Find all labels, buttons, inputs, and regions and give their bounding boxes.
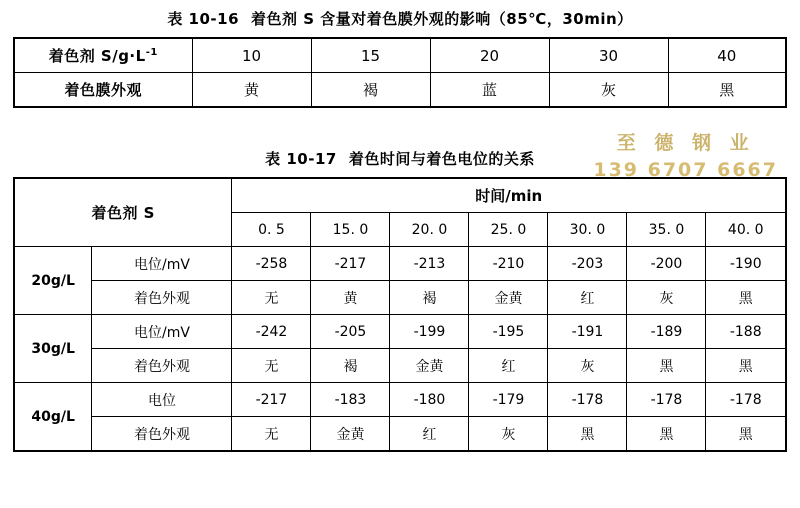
table-row (14, 38, 786, 73)
row-label-2-1: 着色外观 (92, 417, 232, 452)
cell-2-1-5: 黑 (627, 417, 706, 452)
cell-appearance-2: 蓝 (430, 73, 549, 108)
cell-1-1-4: 灰 (548, 349, 627, 383)
cell-0-0-6: -190 (706, 247, 786, 281)
group-label-1: 30g/L (14, 315, 92, 383)
cell-2-0-6: -178 (706, 383, 786, 417)
cell-0-0-3: -210 (469, 247, 548, 281)
cell-2-0-1: -183 (311, 383, 390, 417)
table-row (14, 383, 786, 417)
cell-2-1-3: 灰 (469, 417, 548, 452)
cell-0-1-5: 灰 (627, 281, 706, 315)
cell-appearance-1: 褐 (311, 73, 430, 108)
cell-0-1-0: 无 (232, 281, 311, 315)
cell-1-0-1: -205 (311, 315, 390, 349)
cell-1-0-0: -242 (232, 315, 311, 349)
time-tick-4: 30. 0 (548, 213, 627, 247)
cell-1-1-6: 黑 (706, 349, 786, 383)
row-label-0-1: 着色外观 (92, 281, 232, 315)
cell-0-1-2: 褐 (390, 281, 469, 315)
cell-0-0-4: -203 (548, 247, 627, 281)
cell-1-0-3: -195 (469, 315, 548, 349)
cell-concentration-0: 10 (192, 38, 311, 73)
cell-0-1-1: 黄 (311, 281, 390, 315)
watermark-phone: 139 6707 6667 (593, 159, 778, 181)
group-label-0: 20g/L (14, 247, 92, 315)
cell-2-1-6: 黑 (706, 417, 786, 452)
cell-0-0-0: -258 (232, 247, 311, 281)
group-label-2: 40g/L (14, 383, 92, 452)
cell-appearance-0: 黄 (192, 73, 311, 108)
table-row (14, 349, 786, 383)
cell-1-1-0: 无 (232, 349, 311, 383)
table-10-16-caption-number: 表 10-16 (167, 10, 240, 28)
cell-concentration-2: 20 (430, 38, 549, 73)
table-10-16 (13, 37, 787, 108)
cell-1-0-2: -199 (390, 315, 469, 349)
table-10-16-caption (0, 8, 800, 29)
cell-concentration-3: 30 (549, 38, 668, 73)
row-header-concentration (14, 38, 192, 73)
header-agent: 着色剂 S (14, 178, 232, 247)
cell-0-1-4: 红 (548, 281, 627, 315)
row-header-concentration-exponent: -1 (145, 47, 158, 58)
cell-concentration-1: 15 (311, 38, 430, 73)
time-tick-3: 25. 0 (469, 213, 548, 247)
table-row (14, 73, 786, 108)
cell-2-0-2: -180 (390, 383, 469, 417)
table-10-17-caption (0, 148, 800, 169)
cell-2-1-2: 红 (390, 417, 469, 452)
time-tick-0: 0. 5 (232, 213, 311, 247)
table-10-16-section (0, 0, 800, 108)
cell-2-0-3: -179 (469, 383, 548, 417)
row-header-concentration-label: 着色剂 S/g·L (48, 47, 146, 65)
table-10-17-caption-number: 表 10-17 (265, 150, 337, 168)
table-row (14, 281, 786, 315)
table-10-17 (13, 177, 787, 452)
time-tick-5: 35. 0 (627, 213, 706, 247)
row-label-1-0: 电位/mV (92, 315, 232, 349)
cell-1-0-5: -189 (627, 315, 706, 349)
cell-concentration-4: 40 (668, 38, 786, 73)
cell-1-0-4: -191 (548, 315, 627, 349)
cell-1-0-6: -188 (706, 315, 786, 349)
cell-2-1-1: 金黄 (311, 417, 390, 452)
table-row (14, 178, 786, 213)
cell-2-1-0: 无 (232, 417, 311, 452)
time-tick-1: 15. 0 (311, 213, 390, 247)
cell-2-0-4: -178 (548, 383, 627, 417)
cell-2-0-0: -217 (232, 383, 311, 417)
row-label-0-0: 电位/mV (92, 247, 232, 281)
row-label-2-0: 电位 (92, 383, 232, 417)
cell-1-1-2: 金黄 (390, 349, 469, 383)
cell-0-0-2: -213 (390, 247, 469, 281)
cell-2-1-4: 黑 (548, 417, 627, 452)
watermark-company: 至 德 钢 业 (616, 132, 755, 154)
cell-2-0-5: -178 (627, 383, 706, 417)
cell-0-0-1: -217 (311, 247, 390, 281)
cell-appearance-4: 黑 (668, 73, 786, 108)
table-row (14, 417, 786, 452)
table-10-16-caption-title: 着色剂 S 含量对着色膜外观的影响（85℃，30min） (251, 10, 633, 28)
time-tick-2: 20. 0 (390, 213, 469, 247)
time-tick-6: 40. 0 (706, 213, 786, 247)
cell-1-1-5: 黑 (627, 349, 706, 383)
row-header-appearance: 着色膜外观 (14, 73, 192, 108)
row-label-1-1: 着色外观 (92, 349, 232, 383)
cell-0-0-5: -200 (627, 247, 706, 281)
cell-0-1-3: 金黄 (469, 281, 548, 315)
table-row (14, 315, 786, 349)
cell-1-1-3: 红 (469, 349, 548, 383)
table-10-17-caption-title: 着色时间与着色电位的关系 (348, 150, 535, 168)
header-time: 时间/min (232, 178, 786, 213)
table-row (14, 247, 786, 281)
cell-1-1-1: 褐 (311, 349, 390, 383)
cell-0-1-6: 黑 (706, 281, 786, 315)
table-10-17-section (0, 140, 800, 452)
cell-appearance-3: 灰 (549, 73, 668, 108)
